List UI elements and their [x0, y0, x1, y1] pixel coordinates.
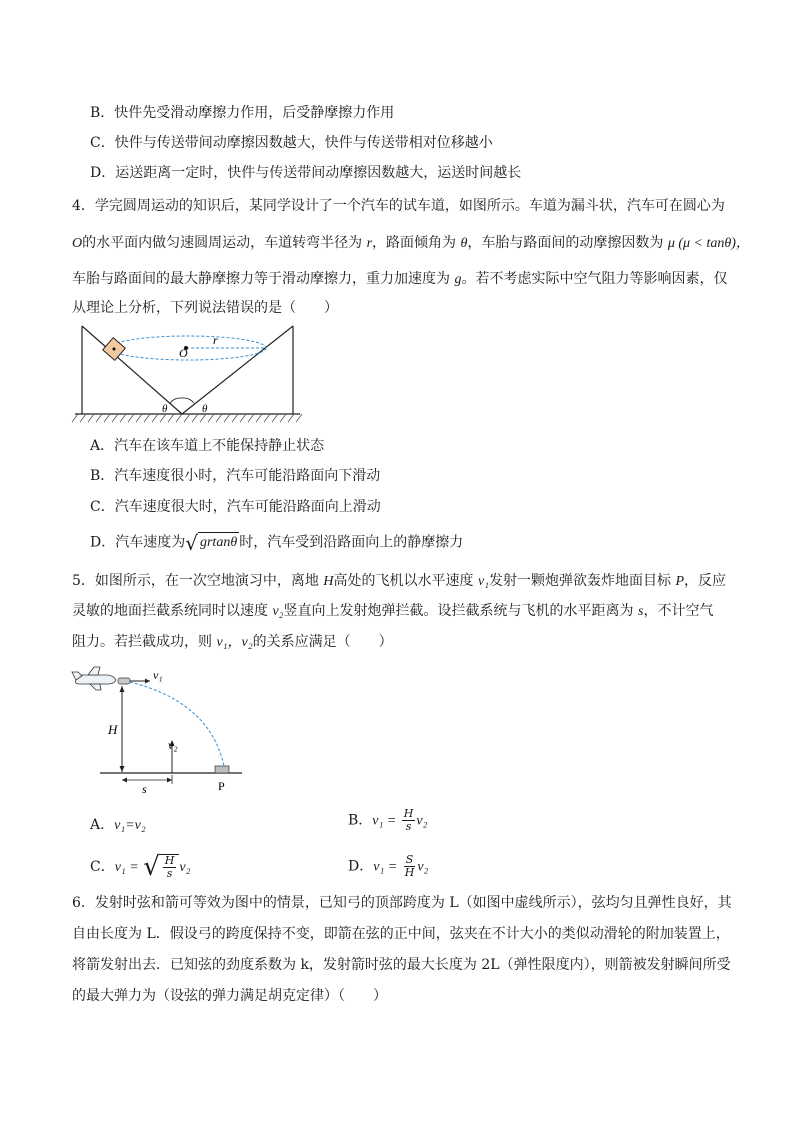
- fraction: $\frac{S}{H}$: [404, 853, 415, 879]
- q3-option-b: B．快件先受滑动摩擦力作用，后受静摩擦力作用: [90, 105, 395, 121]
- q4-fig-radius-label: r: [213, 333, 218, 347]
- q5-fig-distance-label: s: [142, 782, 147, 796]
- q5-fig-height-label: H: [108, 722, 118, 737]
- q4-option-b: B．汽车速度很小时，汽车可能沿路面向下滑动: [90, 468, 381, 484]
- q4-stem-line1: 4．学完圆周运动的知识后，某同学设计了一个汽车的试车道，如图所示。车道为漏斗状，汽车可在圆心为: [72, 198, 725, 214]
- fraction: $\frac{H}{s}$: [164, 854, 175, 880]
- q5-stem-line1: 5．如图所示，在一次空地演习中，离地 H高处的飞机以水平速度 v₁发射一颗炮弹欲轰炸地面目标 P，反应: [72, 573, 727, 589]
- q6-stem-line4: 的最大弹力为（设弦的弹力满足胡克定律）（ ）: [72, 988, 387, 1004]
- airplane-icon: [72, 667, 116, 690]
- q5-projectile-figure: [70, 662, 250, 796]
- q4-fig-center-label: O: [179, 346, 188, 360]
- sqrt-expression: √ $\frac{H}{s}$: [143, 854, 179, 880]
- q5-stem-line2: 灵敏的地面拦截系统同时以速度 v₂竖直向上发射炮弹拦截。设拦截系统与飞机的水平距离为 s，不计空气: [72, 603, 714, 619]
- q5-stem-line3: 阻力。若拦截成功，则 v₁，v₂的关系应满足（ ）: [72, 634, 393, 650]
- q4-stem-line2: O的水平面内做匀速圆周运动，车道转弯半径为 r，路面倾角为 θ，车胎与路面间的动摩擦因数为 μ (μ < tanθ)，: [72, 235, 750, 251]
- q4-option-a: A．汽车在该车道上不能保持静止状态: [90, 438, 325, 454]
- q5-option-c: C．v₁ = √ $\frac{H}{s}$ v₂: [90, 852, 191, 882]
- q5-fig-target-label: P: [218, 779, 225, 793]
- q5-fig-v2-label: v₂: [168, 738, 178, 752]
- q4-stem-line3: 车胎与路面间的最大静摩擦力等于滑动摩擦力，重力加速度为 g。若不考虑实际中空气阻力等影响因素，仅: [72, 271, 728, 287]
- q5-option-a: A．v₁=v₂: [90, 817, 146, 833]
- q4-fig-angle-right: θ: [202, 403, 208, 415]
- q6-stem-line1: 6．发射时弦和箭可等效为图中的情景，已知弓的顶部跨度为 L（如图中虚线所示），弦均匀且弹性良好，其: [72, 895, 732, 911]
- fraction: $\frac{H}{s}$: [403, 807, 414, 833]
- q3-option-c: C．快件与传送带间动摩擦因数越大，快件与传送带相对位移越小: [90, 135, 493, 151]
- q5-fig-v1-label: v₁: [153, 668, 163, 682]
- q4-funnel-figure: [70, 322, 305, 427]
- q5-option-d: D．v₁ = $\frac{S}{H}$ v₂: [348, 853, 429, 879]
- q5-option-b: B．v₁ = $\frac{H}{s}$ v₂: [348, 807, 428, 833]
- q4-fig-angle-left: θ: [162, 403, 168, 415]
- q4-stem-line4: 从理论上分析，下列说法错误的是（ ）: [72, 300, 338, 316]
- q4-option-c: C．汽车速度很大时，汽车可能沿路面向上滑动: [90, 499, 381, 515]
- q6-stem-line3: 将箭发射出去．已知弦的劲度系数为 k，发射箭时弦的最大长度为 2L（弹性限度内），则箭被发射瞬间所受: [72, 957, 731, 973]
- sqrt-expression: √ grtanθ: [185, 530, 238, 555]
- q3-option-d: D．运送距离一定时，快件与传送带间动摩擦因数越大，运送时间越长: [90, 165, 522, 181]
- q4-option-d: D．汽车速度为 √ grtanθ 时，汽车受到沿路面向上的静摩擦力: [90, 530, 464, 555]
- q6-stem-line2: 自由长度为 L．假设弓的跨度保持不变，即箭在弦的正中间，弦夹在不计大小的类似动滑轮的附加装置上，: [72, 926, 730, 942]
